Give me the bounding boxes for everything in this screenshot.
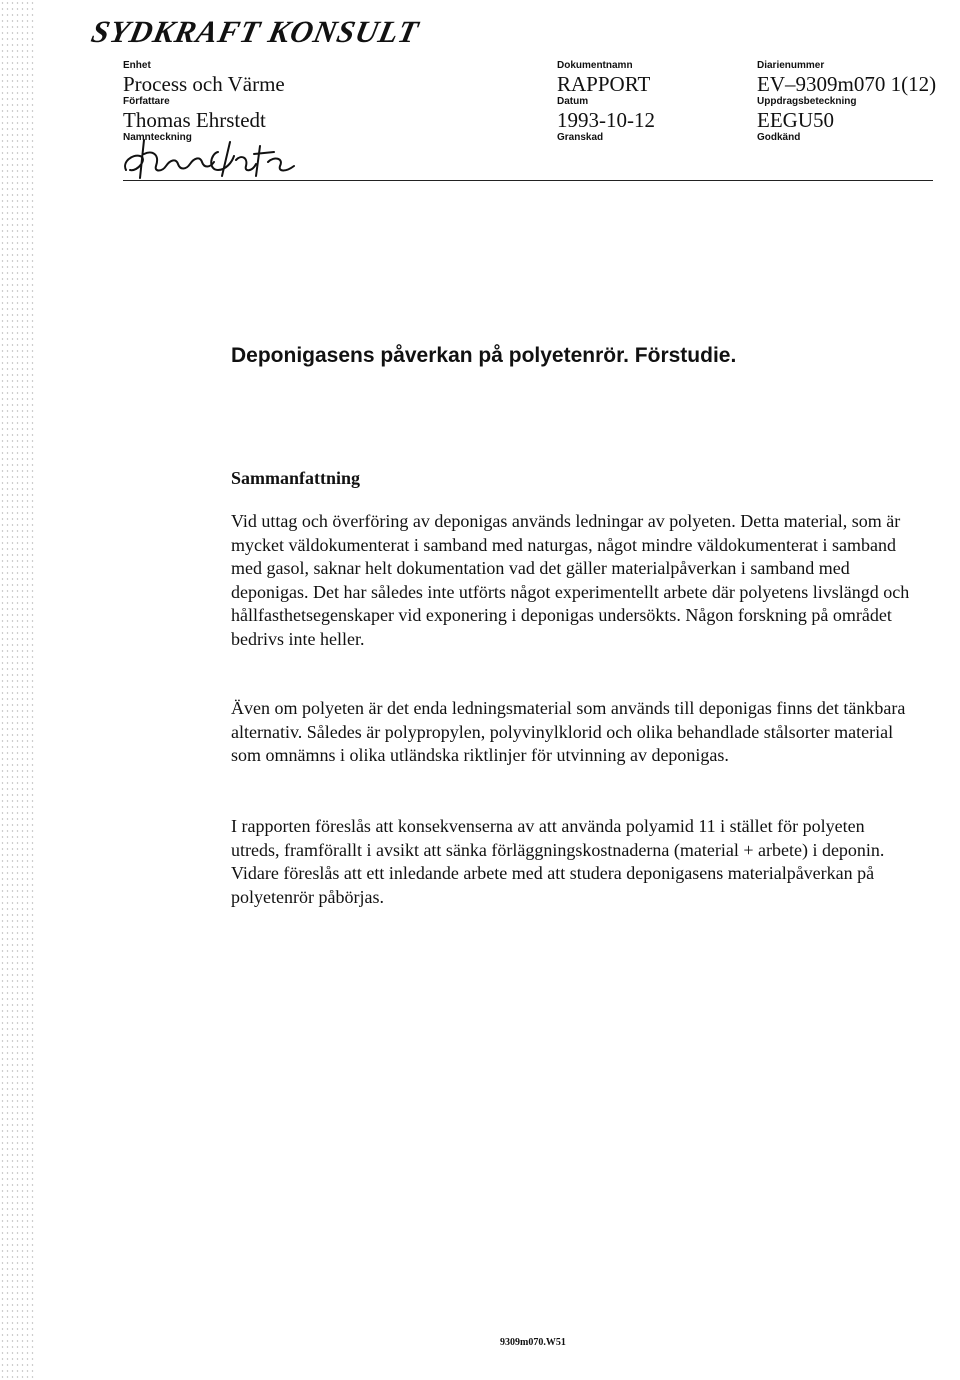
reviewed-label: Granskad [557,132,604,143]
file-reference: 9309m070.W51 [500,1337,566,1348]
unit-value: Process och Värme [123,72,285,96]
date-label: Datum [557,96,589,107]
date-value: 1993-10-12 [557,108,655,132]
author-label: Författare [123,96,170,107]
registry-label: Diarienummer [757,60,825,71]
summary-paragraph-2: Även om polyeten är det enda ledningsmaterial som används till deponigas finns det tänkbara alternativ. Således är polypropylen, polyvinylklorid och olika behandlade stålsorter material som omnämns i olika utländska riktlinjer för utvinning av deponigas. [231,698,906,765]
author-value: Thomas Ehrstedt [123,108,266,132]
header-column-right [757,60,936,144]
scan-edge-noise [0,0,34,1380]
company-logo: SYDKRAFT KONSULT [88,14,423,49]
header-column-middle [557,60,655,144]
summary-paragraph-1: Vid uttag och överföring av deponigas används ledningar av polyeten. Detta material, som är mycket väldokumenterat i samband med naturgas, något mindre väldokumenterat i samband med gasol, saknar helt dokumentation vad det gäller materialpåverkan i samband med deponigas. Det har således inte utförts något experimentellt arbete där polyetens livslängd och hållfasthetsegenskaper vid exponering i deponigas undersökts. Någon forskning på området bedrivs inte heller. [231,511,910,649]
assignment-label: Uppdragsbeteckning [757,96,857,107]
approved-label: Godkänd [757,132,801,143]
registry-value: EV–9309m070 1(12) [757,72,937,96]
unit-label: Enhet [123,60,151,71]
header-divider [123,180,933,181]
doctype-value: RAPPORT [557,72,651,96]
handwritten-signature [118,132,308,184]
section-heading: Sammanfattning [231,468,361,488]
document-title: Deponigasens påverkan på polyetenrör. Förstudie. [231,344,737,367]
doctype-label: Dokumentnamn [557,60,633,71]
assignment-value: EEGU50 [757,108,834,132]
summary-paragraph-3: I rapporten föreslås att konsekvenserna av att använda polyamid 11 i stället för polyeten utreds, framförallt i avsikt att sänka förläggningskostnaderna (material + arbete) i deponin. Vidare föreslås att ett inledande arbete med att studera deponigasens materialpåverkan på polyetenrör påbörjas. [231,816,885,907]
signature-label: Namnteckning [123,132,192,143]
